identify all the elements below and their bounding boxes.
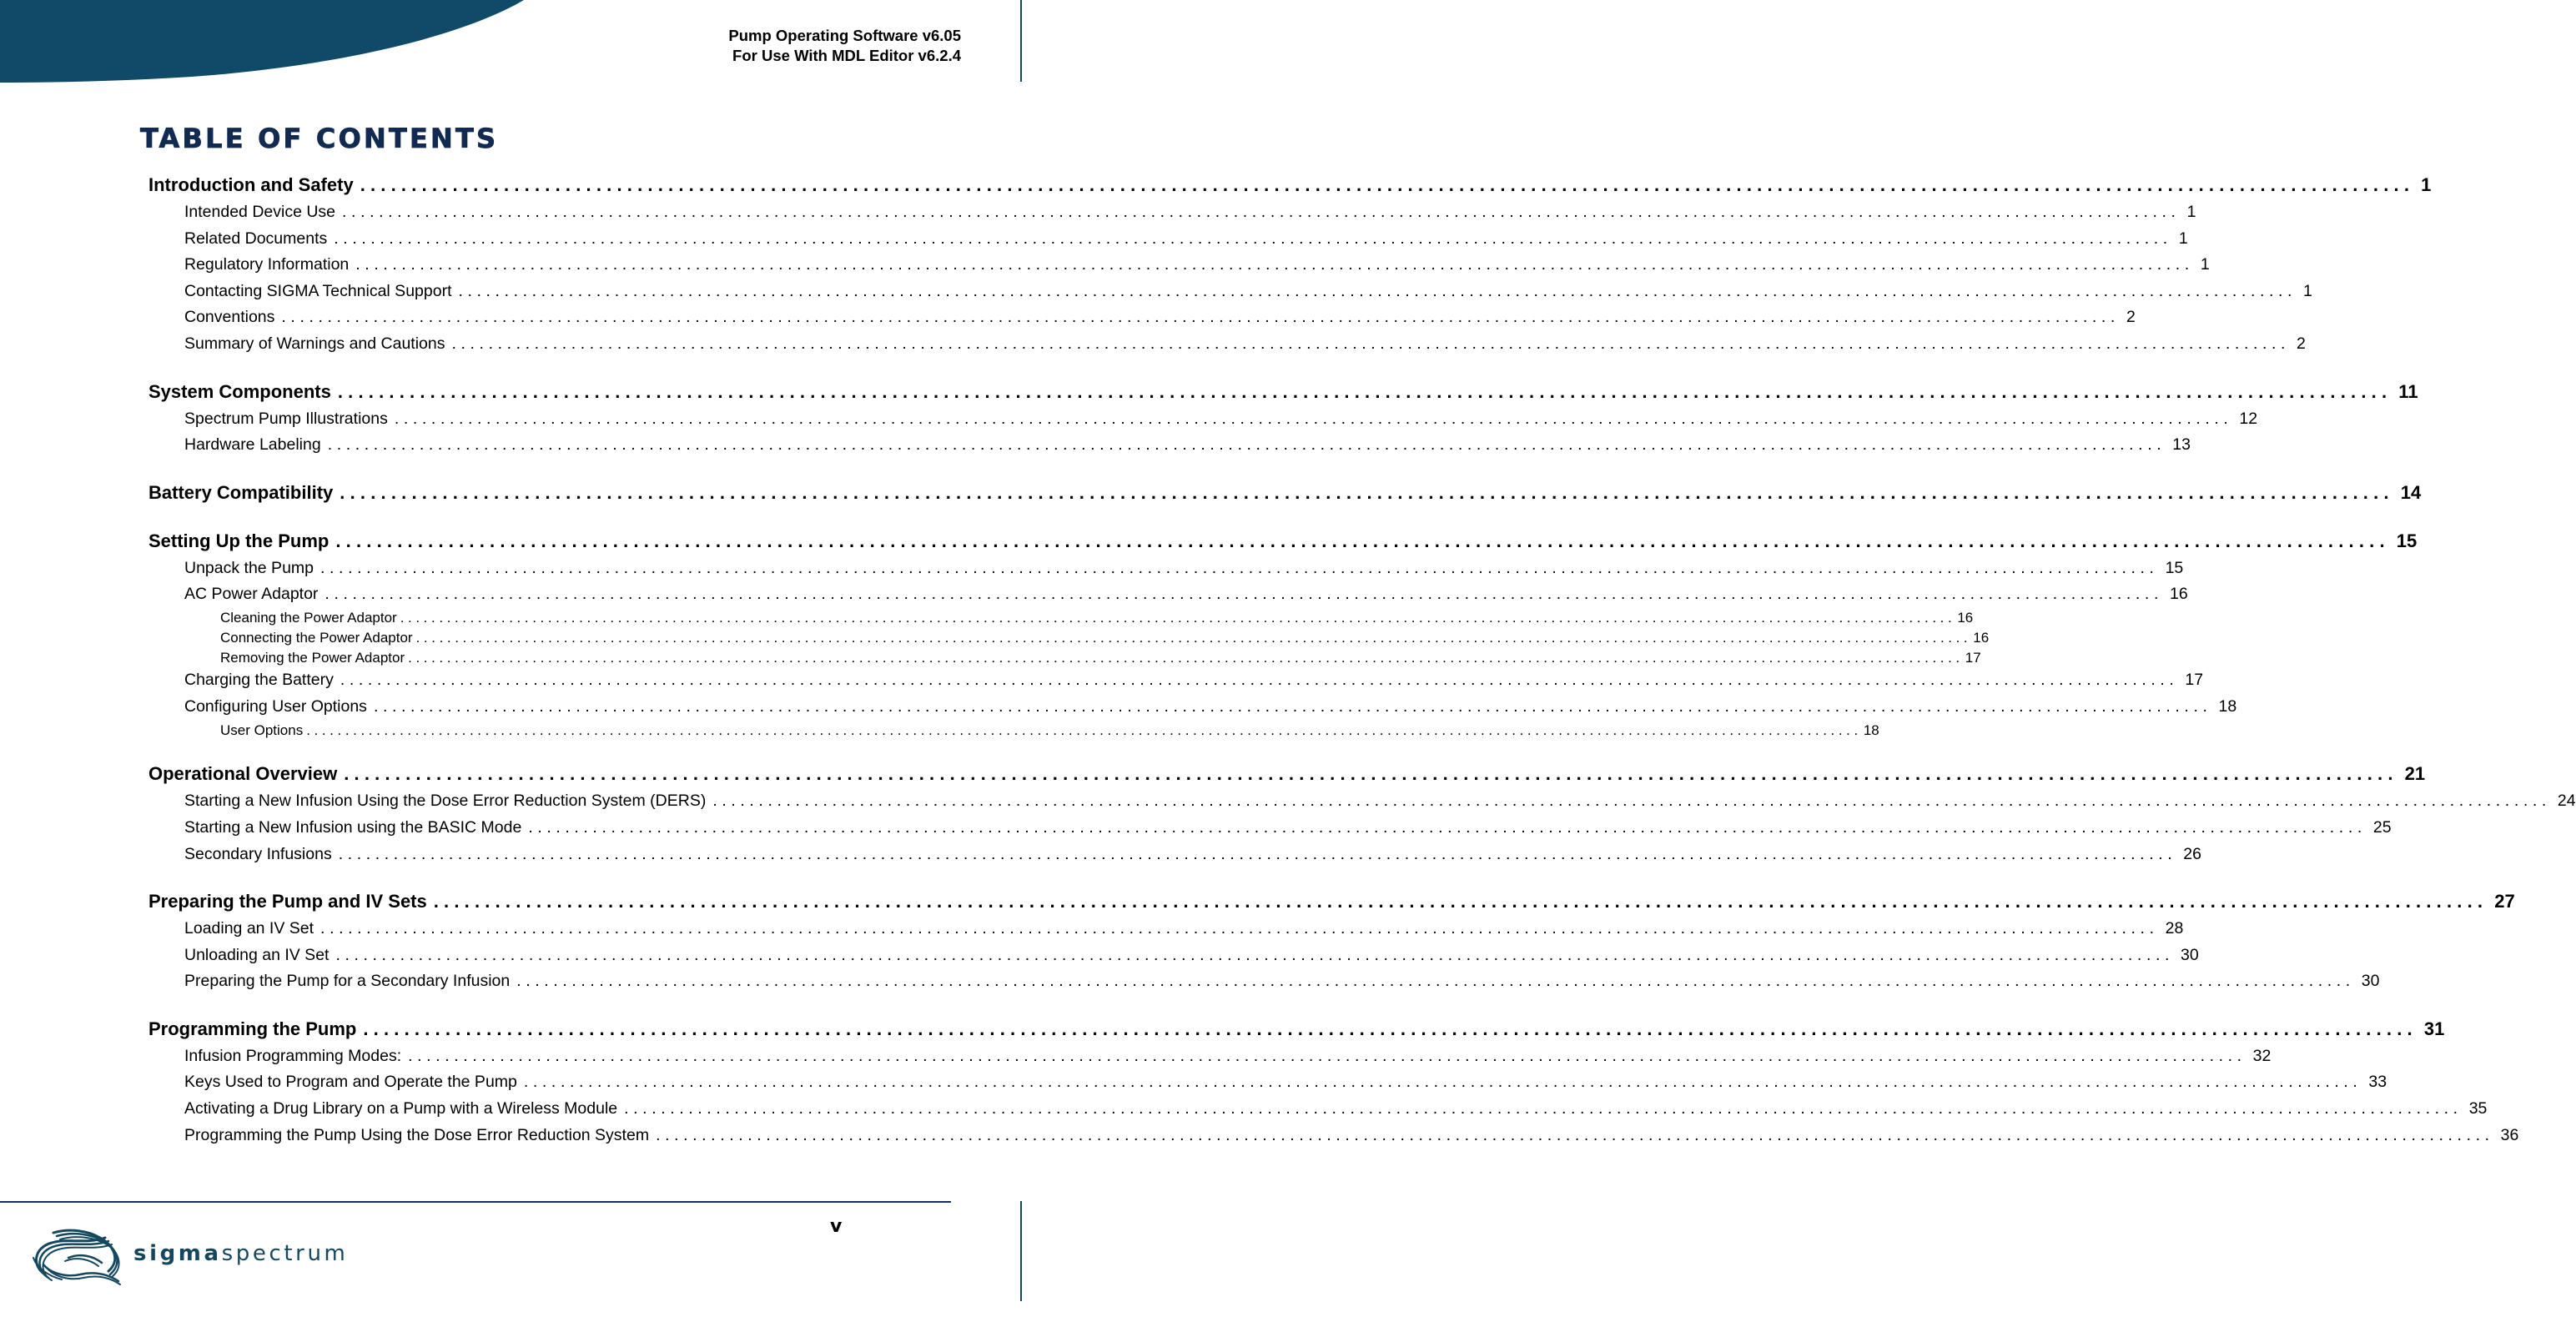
toc-dot-leader: ........................................................................................................................................................................................................ bbox=[408, 649, 1964, 666]
toc-dot-leader: ........................................................................................................................................................................................................ bbox=[516, 972, 2355, 991]
toc-entry-page: 31 bbox=[2423, 1018, 2445, 1039]
toc-entry-title: Cleaning the Power Adaptor bbox=[220, 609, 397, 626]
toc-entry-page: 1 bbox=[2303, 281, 2312, 300]
toc-entry-level-3[interactable] bbox=[220, 628, 1990, 648]
right-edge-bar bbox=[1020, 0, 1022, 82]
toc-dot-leader: ........................................................................................................................................................................................................ bbox=[451, 334, 2291, 353]
toc-entry-title: Configuring User Options bbox=[184, 696, 367, 716]
toc-entry-page: 28 bbox=[2165, 919, 2184, 938]
toc-entry-title: Loading an IV Set bbox=[184, 919, 314, 938]
toc-dot-leader: ........................................................................................................................................................................................................ bbox=[306, 721, 1862, 738]
toc-entry-title: System Components bbox=[148, 380, 331, 402]
toc-dot-leader: ........................................................................................................................................................................................................ bbox=[320, 919, 2159, 938]
toc-entry-level-2[interactable] bbox=[184, 842, 2201, 868]
toc-section bbox=[148, 377, 2418, 459]
toc-entry-page: 35 bbox=[2468, 1099, 2488, 1118]
toc-entry-level-2[interactable] bbox=[184, 968, 2380, 995]
toc-entry-title: Programming the Pump Using the Dose Error Reduction System bbox=[184, 1125, 650, 1144]
toc-dot-leader: ........................................................................................................................................................................................................ bbox=[415, 629, 1972, 646]
toc-entry-level-1[interactable] bbox=[148, 759, 2426, 788]
header-swoosh bbox=[0, 0, 534, 85]
toc-entry-page: 1 bbox=[2421, 174, 2432, 195]
toc-entry-title: Spectrum Pump Illustrations bbox=[184, 409, 388, 428]
toc-entry-page: 17 bbox=[1965, 649, 1981, 666]
toc-entry-level-2[interactable] bbox=[184, 432, 2191, 459]
toc-dot-leader: ........................................................................................................................................................................................................ bbox=[320, 558, 2159, 577]
toc-entry-page: 30 bbox=[2361, 972, 2380, 991]
toc-dot-leader: ........................................................................................................................................................................................................ bbox=[624, 1099, 2463, 1118]
toc-dot-leader: ........................................................................................................................................................................................................ bbox=[335, 945, 2174, 964]
toc-entry-page: 16 bbox=[1957, 609, 1974, 626]
toc-entry-level-2[interactable] bbox=[184, 304, 2136, 331]
toc-dot-leader: ........................................................................................................................................................................................................ bbox=[325, 585, 2163, 604]
toc-section bbox=[148, 526, 2418, 741]
toc-entry-page: 32 bbox=[2252, 1046, 2272, 1065]
toc-entry-level-2[interactable] bbox=[184, 252, 2210, 279]
toc-dot-leader: ........................................................................................................................................................................................................ bbox=[334, 229, 2172, 248]
toc-entry-title: Programming the Pump bbox=[148, 1018, 357, 1039]
toc-entry-page: 33 bbox=[2368, 1073, 2387, 1092]
toc-entry-title: Summary of Warnings and Cautions bbox=[184, 334, 445, 353]
toc-entry-page: 24 bbox=[2557, 792, 2576, 811]
toc-entry-page: 1 bbox=[2178, 229, 2188, 248]
toc-entry-page: 18 bbox=[2218, 696, 2237, 716]
toc-entry-title: AC Power Adaptor bbox=[184, 585, 319, 604]
toc-dot-leader: ........................................................................................................................................................................................................ bbox=[344, 763, 2398, 785]
toc-section bbox=[148, 1014, 2519, 1149]
toc-entry-title: Secondary Infusions bbox=[184, 844, 332, 863]
toc-entry-title: Operational Overview bbox=[148, 763, 338, 785]
toc-entry-page: 1 bbox=[2200, 255, 2210, 274]
toc-entry-title: Infusion Programming Modes: bbox=[184, 1046, 402, 1065]
toc-entry-level-2[interactable] bbox=[184, 1123, 2519, 1149]
toc-section bbox=[148, 478, 2422, 507]
toc-entry-title: Preparing the Pump for a Secondary Infusion bbox=[184, 972, 511, 991]
toc-entry-page: 15 bbox=[2165, 558, 2184, 577]
toc-dot-leader: ........................................................................................................................................................................................................ bbox=[342, 203, 2181, 221]
toc-entry-title: Starting a New Infusion using the BASIC Mode bbox=[184, 817, 522, 837]
toc-entry-page: 16 bbox=[1973, 629, 1990, 646]
toc-entry-level-2[interactable] bbox=[184, 331, 2306, 358]
toc-dot-leader: ........................................................................................................................................................................................................ bbox=[528, 817, 2367, 837]
toc-dot-leader: ........................................................................................................................................................................................................ bbox=[373, 696, 2212, 716]
header-line-2: For Use With MDL Editor v6.2.4 bbox=[732, 47, 961, 64]
toc-entry-level-2[interactable] bbox=[184, 788, 2576, 815]
toc-dot-leader: ........................................................................................................................................................................................................ bbox=[458, 281, 2297, 300]
toc-dot-leader: ........................................................................................................................................................................................................ bbox=[712, 792, 2551, 811]
toc-dot-leader: ........................................................................................................................................................................................................ bbox=[360, 174, 2415, 195]
company-logo-text bbox=[133, 1241, 348, 1266]
toc-entry-level-2[interactable] bbox=[184, 1096, 2488, 1123]
toc-entry-page: 21 bbox=[2404, 763, 2426, 785]
toc-entry-level-1[interactable] bbox=[148, 526, 2418, 555]
toc-entry-level-3[interactable] bbox=[220, 648, 1981, 668]
toc-entry-level-1[interactable] bbox=[148, 170, 2432, 199]
toc-entry-title: Unloading an IV Set bbox=[184, 945, 330, 964]
toc-entry-level-2[interactable] bbox=[184, 1043, 2272, 1070]
toc-entry-level-2[interactable] bbox=[184, 406, 2258, 433]
toc-entry-title: Introduction and Safety bbox=[148, 174, 354, 195]
toc-entry-page: 36 bbox=[2500, 1125, 2519, 1144]
toc-dot-leader: ........................................................................................................................................................................................................ bbox=[340, 481, 2394, 503]
toc-entry-page: 11 bbox=[2398, 380, 2418, 402]
document-header bbox=[728, 26, 961, 66]
toc-dot-leader: ........................................................................................................................................................................................................ bbox=[394, 409, 2233, 428]
toc-entry-level-1[interactable] bbox=[148, 1014, 2445, 1043]
toc-entry-page: 27 bbox=[2494, 891, 2515, 912]
toc-entry-title: Removing the Power Adaptor bbox=[220, 649, 405, 666]
toc-entry-level-2[interactable] bbox=[184, 815, 2392, 842]
toc-dot-leader: ........................................................................................................................................................................................................ bbox=[355, 255, 2194, 274]
toc-entry-page: 14 bbox=[2400, 481, 2422, 503]
toc-entry-level-2[interactable] bbox=[184, 667, 2204, 694]
toc-entry-title: Related Documents bbox=[184, 229, 328, 248]
toc-entry-page: 26 bbox=[2183, 844, 2201, 863]
sigma-logo-icon bbox=[28, 1224, 127, 1288]
toc-entry-level-2[interactable] bbox=[184, 279, 2312, 305]
toc-dot-leader: ........................................................................................................................................................................................................ bbox=[433, 891, 2488, 912]
toc-entry-page: 2 bbox=[2126, 308, 2136, 327]
table-of-contents bbox=[148, 170, 2576, 1149]
toc-section bbox=[148, 170, 2432, 358]
toc-entry-level-1[interactable] bbox=[148, 377, 2418, 406]
toc-entry-level-2[interactable] bbox=[184, 916, 2184, 942]
toc-entry-title: Regulatory Information bbox=[184, 255, 350, 274]
toc-dot-leader: ........................................................................................................................................................................................................ bbox=[400, 609, 1956, 626]
toc-entry-title: Battery Compatibility bbox=[148, 481, 334, 503]
page-title: TABLE OF CONTENTS bbox=[140, 123, 499, 154]
toc-entry-title: Contacting SIGMA Technical Support bbox=[184, 281, 452, 300]
toc-dot-leader: ........................................................................................................................................................................................................ bbox=[281, 308, 2120, 327]
toc-dot-leader: ........................................................................................................................................................................................................ bbox=[408, 1046, 2246, 1065]
toc-entry-page: 15 bbox=[2396, 530, 2418, 551]
toc-entry-level-3[interactable] bbox=[220, 608, 1974, 628]
toc-entry-page: 2 bbox=[2297, 334, 2306, 353]
toc-entry-title: Hardware Labeling bbox=[184, 435, 321, 455]
toc-entry-level-3[interactable] bbox=[220, 721, 1879, 741]
toc-dot-leader: ........................................................................................................................................................................................................ bbox=[335, 530, 2390, 551]
toc-entry-title: Conventions bbox=[184, 308, 275, 327]
toc-dot-leader: ........................................................................................................................................................................................................ bbox=[656, 1125, 2494, 1144]
toc-dot-leader: ........................................................................................................................................................................................................ bbox=[523, 1073, 2362, 1092]
toc-dot-leader: ........................................................................................................................................................................................................ bbox=[337, 380, 2392, 402]
toc-dot-leader: ........................................................................................................................................................................................................ bbox=[327, 435, 2166, 455]
toc-entry-level-2[interactable] bbox=[184, 555, 2184, 582]
toc-entry-level-2[interactable] bbox=[184, 581, 2188, 608]
toc-section bbox=[148, 887, 2515, 995]
toc-entry-title: Charging the Battery bbox=[184, 671, 334, 690]
toc-entry-page: 1 bbox=[2186, 203, 2196, 221]
toc-entry-level-2[interactable] bbox=[184, 942, 2199, 969]
toc-entry-title: Starting a New Infusion Using the Dose Error Reduction System (DERS) bbox=[184, 792, 707, 811]
toc-entry-level-2[interactable] bbox=[184, 226, 2188, 253]
toc-entry-page: 30 bbox=[2181, 945, 2199, 964]
toc-entry-page: 25 bbox=[2372, 817, 2392, 837]
toc-entry-title: Intended Device Use bbox=[184, 203, 336, 221]
toc-entry-page: 13 bbox=[2172, 435, 2191, 455]
footer-rule bbox=[0, 1201, 951, 1203]
toc-entry-page: 12 bbox=[2239, 409, 2258, 428]
toc-entry-page: 16 bbox=[2169, 585, 2188, 604]
right-edge-bar-bottom bbox=[1020, 1201, 1022, 1301]
toc-entry-level-1[interactable] bbox=[148, 887, 2515, 916]
toc-entry-level-2[interactable] bbox=[184, 199, 2196, 226]
toc-entry-title: Activating a Drug Library on a Pump with a Wireless Module bbox=[184, 1099, 618, 1118]
toc-entry-title: Keys Used to Program and Operate the Pump bbox=[184, 1073, 517, 1092]
logo-text-light: spectrum bbox=[221, 1241, 349, 1266]
header-line-1: Pump Operating Software v6.05 bbox=[728, 27, 961, 44]
toc-dot-leader: ........................................................................................................................................................................................................ bbox=[340, 671, 2179, 690]
toc-entry-title: Setting Up the Pump bbox=[148, 530, 330, 551]
toc-entry-level-2[interactable] bbox=[184, 694, 2237, 721]
toc-dot-leader: ........................................................................................................................................................................................................ bbox=[338, 844, 2177, 863]
page-number: v bbox=[830, 1216, 843, 1237]
toc-entry-page: 17 bbox=[2185, 671, 2204, 690]
toc-entry-page: 18 bbox=[1863, 721, 1879, 738]
toc-entry-level-2[interactable] bbox=[184, 1069, 2387, 1096]
toc-dot-leader: ........................................................................................................................................................................................................ bbox=[363, 1018, 2418, 1039]
toc-entry-title: Connecting the Power Adaptor bbox=[220, 629, 413, 646]
logo-text-bold: sigma bbox=[133, 1241, 222, 1266]
toc-section bbox=[148, 759, 2576, 867]
toc-entry-title: User Options bbox=[220, 721, 304, 738]
toc-entry-title: Unpack the Pump bbox=[184, 558, 314, 577]
toc-entry-level-1[interactable] bbox=[148, 478, 2422, 507]
toc-entry-title: Preparing the Pump and IV Sets bbox=[148, 891, 427, 912]
